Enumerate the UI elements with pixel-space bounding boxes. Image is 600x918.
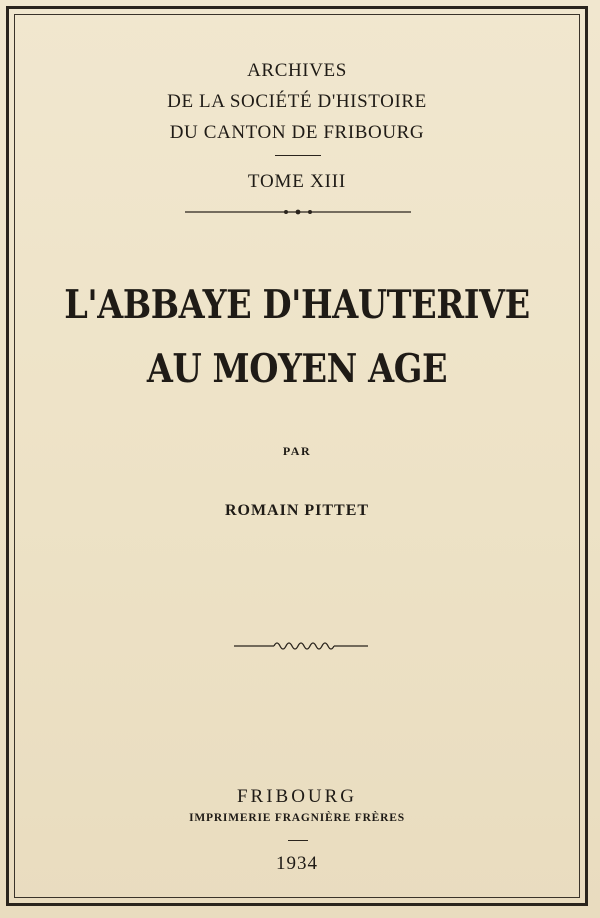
short-rule-imprint [288,840,308,841]
series-line-3: DU CANTON DE FRIBOURG [169,122,425,143]
publication-year: 1934 [276,853,318,874]
title-line-1: L'ABBAYE D'HAUTERIVE [64,282,530,328]
par-label: PAR [282,444,312,458]
title-line-2: AU MOYEN AGE [146,346,448,392]
short-rule [275,155,321,156]
series-line-1: ARCHIVES [247,60,347,81]
ornamental-rule [185,206,411,218]
author-name: ROMAIN PITTET [224,502,370,519]
volume-number: TOME XIII [247,171,347,192]
series-line-2: DE LA SOCIÉTÉ D'HISTOIRE [167,91,427,112]
wavy-ornament [234,638,368,652]
printer-name: IMPRIMERIE FRAGNIÈRE FRÈRES [189,812,405,824]
publication-city: FRIBOURG [236,786,358,807]
